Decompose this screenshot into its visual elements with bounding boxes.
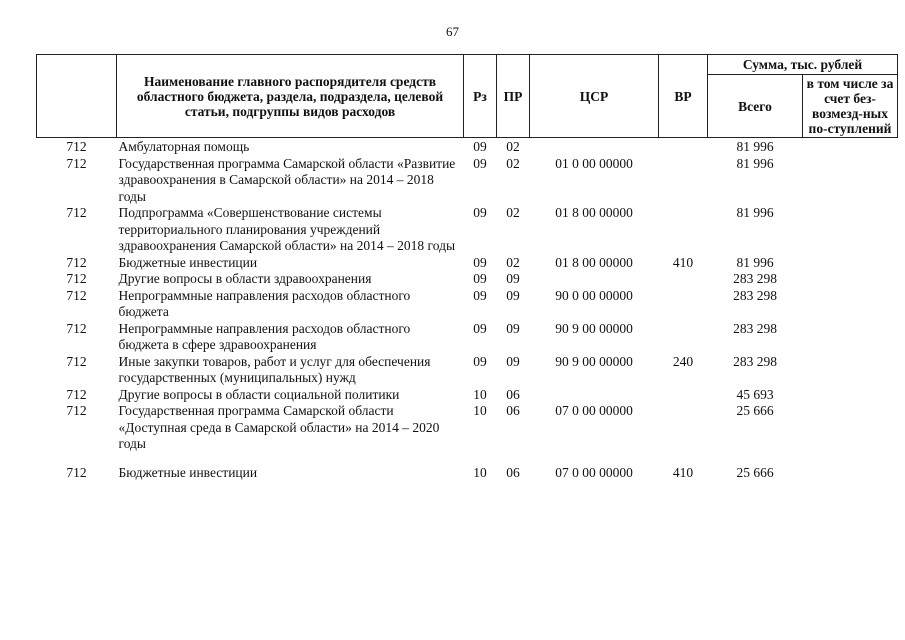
row-code: 712 [66,205,87,220]
row-pr: 02 [506,254,520,270]
row-name: Подпрограмма «Совершенствование системы территориального планирования учреждений здравоохранения Самарской области» на 2014 – 2018 годы [118,205,456,253]
row-csr [530,271,659,288]
row-gratis [803,288,898,321]
row-rz: 09 [473,287,487,303]
row-total: 25 666 [736,403,774,418]
row-code: 712 [66,155,87,171]
row-vr [659,156,708,206]
budget-table [36,54,898,481]
header-rz: Рз [464,55,497,138]
row-total: 81 996 [736,205,774,220]
row-pr: 02 [506,205,520,220]
row-code: 712 [66,254,87,270]
header-sum: Сумма, тыс. рублей [708,55,898,75]
row-total: 283 298 [733,271,777,286]
row-gratis [803,321,898,354]
row-total: 283 298 [733,287,777,303]
row-name: Бюджетные инвестиции [118,254,258,270]
row-rz: 10 [473,403,487,418]
row-rz: 10 [473,386,487,402]
row-vr [659,138,708,156]
table-row [37,453,898,482]
row-name: Государственная программа Самарской области «Доступная среда в Самарской области» на 2014 – 2020 годы [118,403,440,451]
row-total: 283 298 [733,320,777,336]
row-code: 712 [66,320,87,336]
header-pr: ПР [497,55,530,138]
row-total: 45 693 [736,386,774,402]
row-csr: 01 8 00 00000 [555,205,633,220]
row-gratis [803,271,898,288]
row-code: 712 [66,353,87,369]
row-name: Непрограммные направления расходов областного бюджета [118,287,411,319]
row-name: Амбулаторная помощь [118,139,250,154]
table-row [37,403,898,453]
row-csr [530,387,659,404]
row-csr: 01 0 00 00000 [555,155,633,171]
row-total: 81 996 [736,254,774,270]
row-csr: 07 0 00 00000 [555,464,633,480]
table-header [37,55,898,138]
row-vr: 410 [672,464,694,480]
row-code: 712 [66,464,87,480]
row-name: Иные закупки товаров, работ и услуг для обеспечения государственных (муниципальных) нужд [118,353,431,385]
row-gratis [803,156,898,206]
row-rz: 09 [473,271,487,286]
header-vr: ВР [659,55,708,138]
row-vr [659,321,708,354]
header-name: Наименование главного распорядителя средств областного бюджета, раздела, подраздела, целевой статьи, подгруппы видов расходов [117,55,464,138]
row-vr [659,288,708,321]
table-row [37,288,898,321]
row-gratis [803,387,898,404]
row-pr: 09 [506,287,520,303]
header-gratis: в том числе за счет без-возмезд-ных по-ступлений [803,75,898,138]
row-code: 712 [66,271,87,286]
table-row [37,321,898,354]
row-vr [659,403,708,453]
row-rz: 09 [473,353,487,369]
table-row [37,138,898,156]
table-row [37,255,898,272]
row-pr: 09 [506,353,520,369]
row-pr: 06 [506,403,520,418]
row-csr [530,138,659,156]
row-pr: 02 [506,139,520,154]
table-row [37,205,898,255]
page-number: 67 [446,24,459,39]
row-total: 81 996 [736,139,774,154]
table-row [37,271,898,288]
row-gratis [803,205,898,255]
row-pr: 09 [506,271,520,286]
row-rz: 09 [473,155,487,171]
row-rz: 09 [473,205,487,220]
row-pr: 06 [506,464,520,480]
row-csr: 90 0 00 00000 [555,287,633,303]
row-pr: 06 [506,386,520,402]
row-csr: 07 0 00 00000 [555,403,633,418]
row-code: 712 [66,139,87,154]
row-pr: 02 [506,155,520,171]
row-name: Государственная программа Самарской области «Развитие здравоохранения в Самарской области» на 2014 – 2018 годы [118,155,456,204]
row-vr [659,271,708,288]
row-rz: 09 [473,320,487,336]
row-vr [659,387,708,404]
row-name: Бюджетные инвестиции [118,464,258,480]
row-rz: 09 [473,139,487,154]
row-gratis [803,453,898,482]
row-gratis [803,354,898,387]
row-vr: 410 [672,254,694,270]
table-body [37,138,898,482]
row-gratis [803,138,898,156]
row-rz: 09 [473,254,487,270]
row-code: 712 [66,287,87,303]
header-code [37,55,117,138]
table-row [37,354,898,387]
table-row [37,156,898,206]
row-total: 283 298 [733,353,777,369]
row-name: Другие вопросы в области здравоохранения [118,271,372,286]
row-code: 712 [66,403,87,418]
row-total: 25 666 [736,464,774,480]
row-csr: 90 9 00 00000 [555,353,633,369]
row-name: Непрограммные направления расходов областного бюджета в сфере здравоохранения [118,320,411,352]
row-gratis [803,403,898,453]
row-csr: 01 8 00 00000 [555,254,633,270]
row-total: 81 996 [736,155,774,171]
row-vr: 240 [672,353,694,369]
header-csr: ЦСР [530,55,659,138]
row-pr: 09 [506,320,520,336]
row-rz: 10 [473,464,487,480]
row-vr [659,205,708,255]
table-row [37,387,898,404]
row-csr: 90 9 00 00000 [555,320,633,336]
row-name: Другие вопросы в области социальной политики [118,386,400,402]
row-code: 712 [66,386,87,402]
header-total: Всего [708,75,803,138]
row-gratis [803,255,898,272]
